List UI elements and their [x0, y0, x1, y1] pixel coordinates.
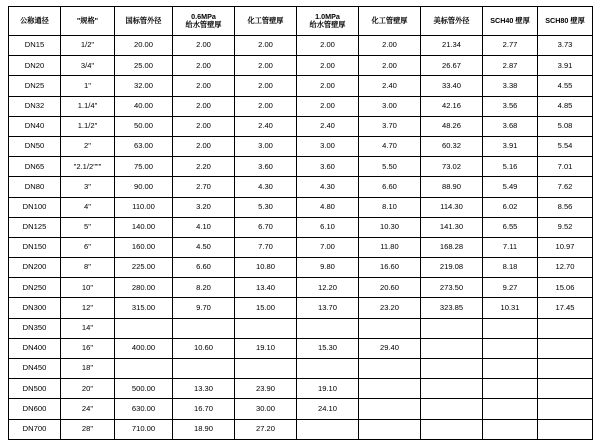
table-cell[interactable]: 2": [61, 136, 115, 156]
column-header-sch80[interactable]: [538, 7, 593, 36]
table-cell[interactable]: 15.06: [538, 278, 593, 298]
table-cell[interactable]: 5.54: [538, 136, 593, 156]
table-cell[interactable]: 30.00: [235, 399, 297, 419]
table-cell[interactable]: 2.40: [297, 116, 359, 136]
table-cell[interactable]: 315.00: [115, 298, 173, 318]
cell-nominal-diameter[interactable]: DN250: [9, 278, 61, 298]
table-cell[interactable]: 9.70: [173, 298, 235, 318]
table-cell[interactable]: 3": [61, 177, 115, 197]
table-cell[interactable]: [359, 419, 421, 439]
table-cell[interactable]: [421, 379, 483, 399]
table-cell[interactable]: 21.34: [421, 36, 483, 56]
column-header-line1: 0.6MPa: [191, 11, 216, 21]
table-row: [9, 338, 593, 358]
table-cell[interactable]: 2.40: [359, 76, 421, 96]
table-cell[interactable]: 4.70: [359, 136, 421, 156]
table-row: [9, 298, 593, 318]
table-cell[interactable]: 23.90: [235, 379, 297, 399]
table-row: [9, 157, 593, 177]
table-cell[interactable]: 9.27: [483, 278, 538, 298]
table-cell[interactable]: 2.00: [297, 76, 359, 96]
table-cell[interactable]: 2.70: [173, 177, 235, 197]
table-row: [9, 278, 593, 298]
table-header: [9, 7, 593, 36]
table-cell[interactable]: [421, 359, 483, 379]
column-header-inch[interactable]: [61, 7, 115, 36]
table-cell[interactable]: [538, 399, 593, 419]
table-cell[interactable]: 7.00: [297, 237, 359, 257]
table-cell[interactable]: 5.50: [359, 157, 421, 177]
table-cell[interactable]: 3.00: [297, 136, 359, 156]
table-cell[interactable]: 50.00: [115, 116, 173, 136]
cell-nominal-diameter[interactable]: DN150: [9, 237, 61, 257]
table-cell[interactable]: 10.60: [173, 338, 235, 358]
table-cell[interactable]: 2.00: [297, 56, 359, 76]
table-cell[interactable]: 48.26: [421, 116, 483, 136]
column-header-line2: 给水管壁厚: [309, 20, 346, 29]
table-cell[interactable]: [421, 419, 483, 439]
table-cell[interactable]: 225.00: [115, 258, 173, 278]
table-cell[interactable]: 23.20: [359, 298, 421, 318]
table-cell[interactable]: 323.85: [421, 298, 483, 318]
table-cell[interactable]: 2.00: [173, 136, 235, 156]
table-cell[interactable]: [173, 359, 235, 379]
table-cell[interactable]: 2.00: [173, 56, 235, 76]
table-cell[interactable]: [538, 318, 593, 338]
column-header-line2: 化工管壁厚: [247, 15, 284, 25]
table-row: [9, 76, 593, 96]
table-cell[interactable]: 75.00: [115, 157, 173, 177]
table-cell[interactable]: 4": [61, 197, 115, 217]
cell-nominal-diameter[interactable]: DN500: [9, 379, 61, 399]
table-cell[interactable]: 710.00: [115, 419, 173, 439]
table-cell[interactable]: 24.10: [297, 399, 359, 419]
column-header-us_od[interactable]: [421, 7, 483, 36]
table-row: [9, 399, 593, 419]
table-cell[interactable]: 12.70: [538, 258, 593, 278]
table-cell[interactable]: 3.20: [173, 197, 235, 217]
table-cell[interactable]: 6.60: [173, 258, 235, 278]
table-cell[interactable]: 32.00: [115, 76, 173, 96]
column-header-line1: SCH40 壁厚: [490, 15, 530, 25]
table-cell[interactable]: 3.00: [359, 96, 421, 116]
table-cell[interactable]: 4.50: [173, 237, 235, 257]
table-cell[interactable]: 2.40: [235, 116, 297, 136]
table-cell[interactable]: 10": [61, 278, 115, 298]
cell-nominal-diameter[interactable]: DN50: [9, 136, 61, 156]
table-row: [9, 177, 593, 197]
table-cell[interactable]: 18.90: [173, 419, 235, 439]
table-cell[interactable]: 28": [61, 419, 115, 439]
table-row: [9, 36, 593, 56]
cell-nominal-diameter[interactable]: DN25: [9, 76, 61, 96]
table-cell[interactable]: 9.80: [297, 258, 359, 278]
table-body: [9, 36, 593, 440]
table-cell[interactable]: 2.00: [359, 36, 421, 56]
table-cell[interactable]: [421, 318, 483, 338]
table-cell[interactable]: 18": [61, 359, 115, 379]
table-cell[interactable]: [115, 359, 173, 379]
table-cell[interactable]: 3/4": [61, 56, 115, 76]
table-cell[interactable]: 4.10: [173, 217, 235, 237]
cell-nominal-diameter[interactable]: DN40: [9, 116, 61, 136]
table-cell[interactable]: 3.60: [235, 157, 297, 177]
column-header-line1: 国标管外径: [125, 15, 162, 25]
table-cell[interactable]: 63.00: [115, 136, 173, 156]
table-cell[interactable]: 5.16: [483, 157, 538, 177]
table-cell[interactable]: 5": [61, 217, 115, 237]
table-row: [9, 318, 593, 338]
table-cell[interactable]: 2.77: [483, 36, 538, 56]
column-header-t06c[interactable]: [235, 7, 297, 36]
table-cell[interactable]: 15.30: [297, 338, 359, 358]
table-cell[interactable]: 168.28: [421, 237, 483, 257]
table-cell[interactable]: [538, 419, 593, 439]
table-cell[interactable]: 19.10: [235, 338, 297, 358]
table-cell[interactable]: 2.87: [483, 56, 538, 76]
table-cell[interactable]: 3.68: [483, 116, 538, 136]
table-cell[interactable]: 7.01: [538, 157, 593, 177]
table-cell[interactable]: 140.00: [115, 217, 173, 237]
table-cell[interactable]: 60.32: [421, 136, 483, 156]
table-cell[interactable]: 630.00: [115, 399, 173, 419]
table-row: [9, 116, 593, 136]
table-row: [9, 96, 593, 116]
table-cell[interactable]: 19.10: [297, 379, 359, 399]
table-cell[interactable]: 160.00: [115, 237, 173, 257]
table-cell[interactable]: 12": [61, 298, 115, 318]
table-cell[interactable]: 273.50: [421, 278, 483, 298]
table-cell[interactable]: 16.60: [359, 258, 421, 278]
table-cell[interactable]: 15.00: [235, 298, 297, 318]
table-cell[interactable]: [538, 338, 593, 358]
table-cell[interactable]: 33.40: [421, 76, 483, 96]
table-cell[interactable]: 110.00: [115, 197, 173, 217]
column-header-t10c[interactable]: [359, 7, 421, 36]
table-cell[interactable]: 141.30: [421, 217, 483, 237]
table-cell[interactable]: 8.18: [483, 258, 538, 278]
table-cell[interactable]: 7.62: [538, 177, 593, 197]
table-cell[interactable]: [538, 379, 593, 399]
table-cell[interactable]: 13.70: [297, 298, 359, 318]
table-cell[interactable]: 26.67: [421, 56, 483, 76]
table-row: [9, 258, 593, 278]
table-cell[interactable]: 4.85: [538, 96, 593, 116]
table-cell[interactable]: 2.00: [359, 56, 421, 76]
column-header-od[interactable]: [115, 7, 173, 36]
table-cell[interactable]: 10.30: [359, 217, 421, 237]
table-cell[interactable]: 3.00: [235, 136, 297, 156]
pipe-specification-table: [8, 6, 593, 440]
column-header-t06[interactable]: [173, 7, 235, 36]
cell-nominal-diameter[interactable]: DN700: [9, 419, 61, 439]
table-cell[interactable]: [359, 379, 421, 399]
table-cell[interactable]: 2.00: [235, 96, 297, 116]
table-cell[interactable]: [359, 399, 421, 419]
table-cell[interactable]: 3.60: [297, 157, 359, 177]
table-cell[interactable]: 4.30: [235, 177, 297, 197]
table-cell[interactable]: 3.73: [538, 36, 593, 56]
table-cell[interactable]: 2.00: [235, 76, 297, 96]
table-cell[interactable]: 16": [61, 338, 115, 358]
table-cell[interactable]: 13.30: [173, 379, 235, 399]
table-cell[interactable]: [235, 318, 297, 338]
table-cell[interactable]: [483, 379, 538, 399]
cell-nominal-diameter[interactable]: DN125: [9, 217, 61, 237]
table-cell[interactable]: 1": [61, 76, 115, 96]
table-cell[interactable]: 3.91: [483, 136, 538, 156]
table-cell[interactable]: 1/2": [61, 36, 115, 56]
table-cell[interactable]: 12.20: [297, 278, 359, 298]
table-cell[interactable]: [359, 359, 421, 379]
table-cell[interactable]: [421, 399, 483, 419]
column-header-t10[interactable]: [297, 7, 359, 36]
table-cell[interactable]: 6.70: [235, 217, 297, 237]
column-header-sch40[interactable]: [483, 7, 538, 36]
table-cell[interactable]: [421, 338, 483, 358]
table-cell[interactable]: 29.40: [359, 338, 421, 358]
cell-nominal-diameter[interactable]: DN350: [9, 318, 61, 338]
cell-nominal-diameter[interactable]: DN300: [9, 298, 61, 318]
table-cell[interactable]: 10.80: [235, 258, 297, 278]
table-cell[interactable]: [483, 338, 538, 358]
column-header-line1: 美标管外径: [433, 15, 470, 25]
table-cell[interactable]: 5.49: [483, 177, 538, 197]
table-cell[interactable]: 88.90: [421, 177, 483, 197]
table-cell[interactable]: 90.00: [115, 177, 173, 197]
table-cell[interactable]: 14": [61, 318, 115, 338]
table-cell[interactable]: 1.1/4": [61, 96, 115, 116]
table-cell[interactable]: 500.00: [115, 379, 173, 399]
table-cell[interactable]: 4.55: [538, 76, 593, 96]
table-cell[interactable]: [483, 359, 538, 379]
table-cell[interactable]: 25.00: [115, 56, 173, 76]
table-cell[interactable]: 219.08: [421, 258, 483, 278]
table-cell[interactable]: 2.00: [173, 76, 235, 96]
table-cell[interactable]: 2.00: [173, 96, 235, 116]
cell-nominal-diameter[interactable]: DN450: [9, 359, 61, 379]
table-cell[interactable]: "2.1/2""": [61, 157, 115, 177]
column-header-line1: 1.0MPa: [315, 11, 340, 21]
cell-nominal-diameter[interactable]: DN600: [9, 399, 61, 419]
table-row: [9, 379, 593, 399]
table-cell[interactable]: 6.55: [483, 217, 538, 237]
table-row: [9, 359, 593, 379]
table-cell[interactable]: [235, 359, 297, 379]
table-cell[interactable]: 5.08: [538, 116, 593, 136]
column-header-line2: 化工管壁厚: [371, 15, 408, 25]
table-row: [9, 217, 593, 237]
table-cell[interactable]: 17.45: [538, 298, 593, 318]
table-cell[interactable]: 5.30: [235, 197, 297, 217]
cell-nominal-diameter[interactable]: DN400: [9, 338, 61, 358]
table-cell[interactable]: [297, 359, 359, 379]
table-cell[interactable]: 11.80: [359, 237, 421, 257]
table-cell[interactable]: 40.00: [115, 96, 173, 116]
column-header-line1: "规格": [76, 15, 99, 25]
table-cell[interactable]: 9.52: [538, 217, 593, 237]
table-cell[interactable]: 2.00: [173, 36, 235, 56]
table-cell[interactable]: 2.00: [173, 116, 235, 136]
table-cell[interactable]: 1.1/2": [61, 116, 115, 136]
table-cell[interactable]: 6.10: [297, 217, 359, 237]
table-cell[interactable]: 2.20: [173, 157, 235, 177]
table-cell[interactable]: 7.11: [483, 237, 538, 257]
table-cell[interactable]: 16.70: [173, 399, 235, 419]
table-cell[interactable]: [297, 318, 359, 338]
table-cell[interactable]: 2.00: [235, 56, 297, 76]
table-cell[interactable]: 6.02: [483, 197, 538, 217]
table-cell[interactable]: 20.60: [359, 278, 421, 298]
table-cell[interactable]: 4.30: [297, 177, 359, 197]
column-header-line1: SCH80 壁厚: [545, 15, 585, 25]
table-cell[interactable]: 400.00: [115, 338, 173, 358]
table-cell[interactable]: 20.00: [115, 36, 173, 56]
table-cell[interactable]: 7.70: [235, 237, 297, 257]
cell-nominal-diameter[interactable]: DN80: [9, 177, 61, 197]
cell-nominal-diameter[interactable]: DN200: [9, 258, 61, 278]
table-cell[interactable]: 8": [61, 258, 115, 278]
table-cell[interactable]: [483, 399, 538, 419]
table-cell[interactable]: [115, 318, 173, 338]
table-cell[interactable]: [538, 359, 593, 379]
table-row: [9, 237, 593, 257]
table-cell[interactable]: 20": [61, 379, 115, 399]
table-cell[interactable]: 2.00: [297, 96, 359, 116]
table-cell[interactable]: 8.56: [538, 197, 593, 217]
column-header-dn[interactable]: [9, 7, 61, 36]
table-row: [9, 419, 593, 439]
table-cell[interactable]: 3.70: [359, 116, 421, 136]
cell-nominal-diameter[interactable]: DN65: [9, 157, 61, 177]
table-cell[interactable]: [297, 419, 359, 439]
cell-nominal-diameter[interactable]: DN20: [9, 56, 61, 76]
table-cell[interactable]: [483, 419, 538, 439]
table-cell[interactable]: 114.30: [421, 197, 483, 217]
table-cell[interactable]: [173, 318, 235, 338]
column-header-line1: 公称通径: [20, 15, 49, 25]
table-header-row: [9, 7, 593, 36]
table-cell[interactable]: 2.00: [297, 36, 359, 56]
table-cell[interactable]: 3.56: [483, 96, 538, 116]
table-cell[interactable]: [483, 318, 538, 338]
table-cell[interactable]: 4.80: [297, 197, 359, 217]
table-cell[interactable]: [359, 318, 421, 338]
table-cell[interactable]: 3.91: [538, 56, 593, 76]
column-header-line2: 给水管壁厚: [185, 20, 222, 29]
table-cell[interactable]: 8.20: [173, 278, 235, 298]
table-cell[interactable]: 24": [61, 399, 115, 419]
table-cell[interactable]: 13.40: [235, 278, 297, 298]
table-cell[interactable]: 42.16: [421, 96, 483, 116]
table-cell[interactable]: 2.00: [235, 36, 297, 56]
table-row: [9, 136, 593, 156]
table-cell[interactable]: 10.31: [483, 298, 538, 318]
table-cell[interactable]: 3.38: [483, 76, 538, 96]
table-cell[interactable]: 6": [61, 237, 115, 257]
table-cell[interactable]: 10.97: [538, 237, 593, 257]
table-cell[interactable]: 27.20: [235, 419, 297, 439]
table-cell[interactable]: 6.60: [359, 177, 421, 197]
cell-nominal-diameter[interactable]: DN32: [9, 96, 61, 116]
table-cell[interactable]: 8.10: [359, 197, 421, 217]
cell-nominal-diameter[interactable]: DN15: [9, 36, 61, 56]
table-cell[interactable]: 280.00: [115, 278, 173, 298]
cell-nominal-diameter[interactable]: DN100: [9, 197, 61, 217]
table-row: [9, 56, 593, 76]
table-cell[interactable]: 73.02: [421, 157, 483, 177]
table-row: [9, 197, 593, 217]
